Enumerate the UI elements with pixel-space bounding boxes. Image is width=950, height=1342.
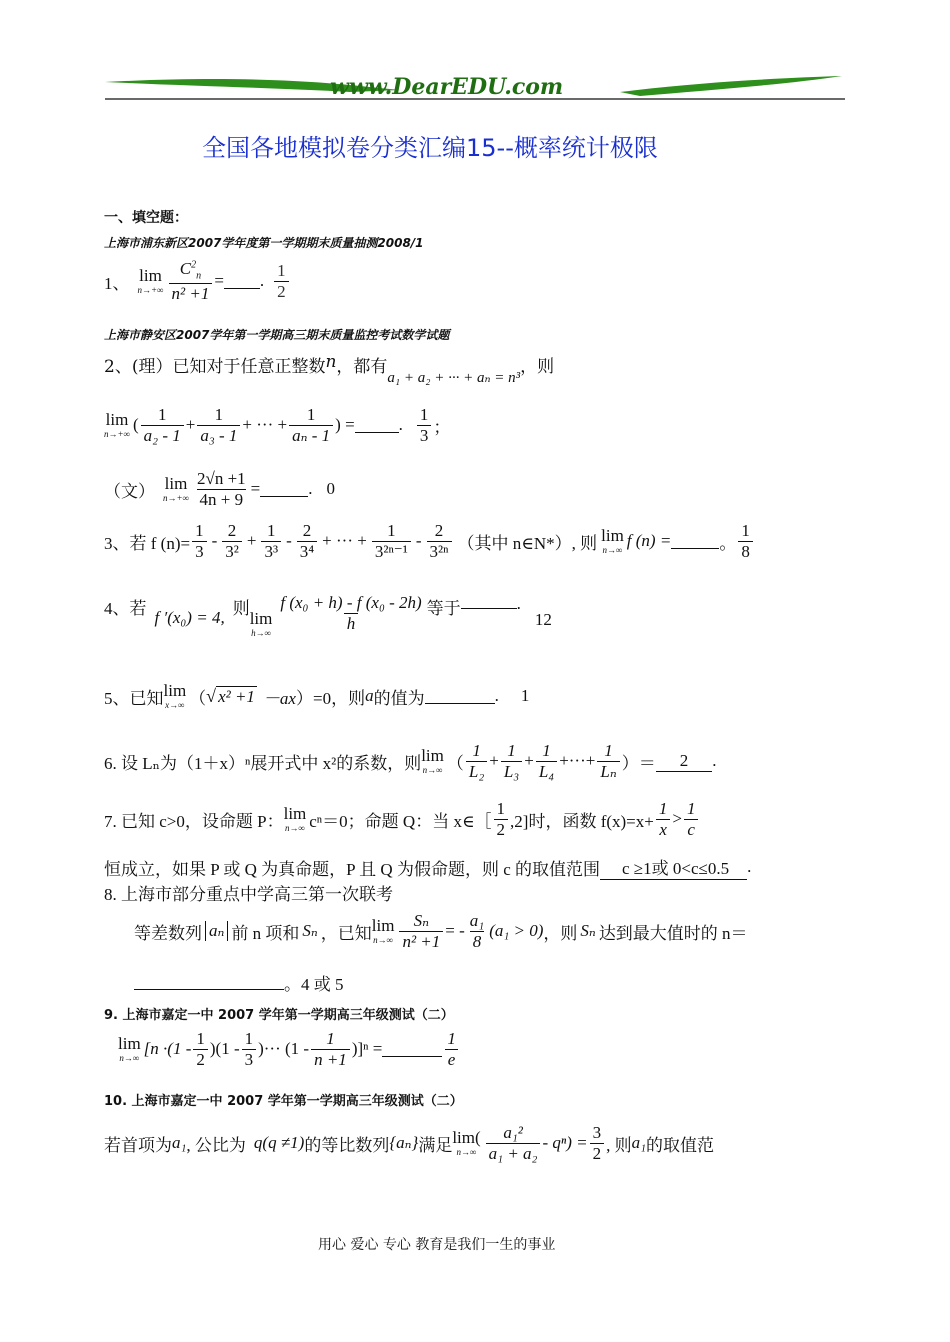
question-10-heading: 10. 上海市嘉定一中 2007 学年第一学期高三年级测试（二） (104, 1094, 463, 1109)
question-10: 若首项为 a₁ , 公比为 q(q ≠1) 的等比数列 {aₙ} 满足 lim( n→∞ $\frac{\text{a₁²}}{\text{a₁ + a₂}}$ - qⁿ) = $\frac{3}{2}$ , 则 a₁ 的取值范 (104, 1123, 715, 1163)
q3-answer: $\frac{1}{8}$ (738, 522, 753, 561)
q2-limit: lim n→+∞ (104, 410, 130, 440)
q2w-answer: 0 (326, 479, 336, 499)
q8-limit: lim n→∞ (371, 916, 395, 946)
question-7: 7. 已知 c>0，设命题 P： lim n→∞ cⁿ＝0；命题 Q：当 x∈［ $\frac{1}{2}$ ,2]时，函数 f(x)=x+ $\frac{1}{x}$ > $\frac{1}{c}$ (104, 800, 700, 839)
question-5: 5、已知 lim x→∞ （ √ x² +1 －ax ）=0，则 a 的值为 . 1 (104, 681, 530, 710)
q1-limit: lim n→+∞ (137, 266, 164, 296)
q2w-limit: lim n→+∞ (163, 474, 189, 504)
q1-number: 1、 (104, 273, 130, 293)
q1-answer-blank (224, 274, 260, 289)
question-4: 4、若 f ′(x₀) = 4, 则 lim h→∞ $\frac{\text{f (x₀ + h) - f (x₀ - 2h)}}{h}$ 等于 . 12 (104, 593, 552, 638)
q3-term: $\frac{1}{\text{3³}}$ (261, 522, 281, 561)
q6-answer: 2 (656, 751, 713, 772)
question-2-wen: （文） lim n→+∞ $\frac{2√n +1}{4n + 9}$ = . 0 (104, 469, 336, 509)
q6-limit: lim n→∞ (421, 746, 444, 776)
q4-answer: 12 (534, 610, 552, 629)
q3-term: $\frac{2}{\text{3²}}$ (222, 522, 242, 561)
q3-term-sign: - (415, 531, 422, 551)
source-label-2: 上海市静安区2007学年第一学期高三期末质量监控考试数学试题 (104, 328, 450, 342)
question-2-line2: lim n→+∞ ( $\frac{1}{\text{a₂ - 1}}$ + $\frac{1}{\text{a₃ - 1}}$ + ··· + $\frac{1}{\text{aₙ - 1}}$ ) = . $\frac{1}{3}$ ； (104, 405, 451, 445)
q8-answer: 。4 或 5 (284, 975, 344, 994)
source-label-1: 上海市浦东新区2007学年度第一学期期末质量抽测2008/1 (104, 236, 424, 250)
q9-limit: lim n→∞ (118, 1034, 141, 1064)
page-footer: 用心 爱心 专心 教育是我们一生的事业 (318, 1237, 556, 1253)
q1-answer: $\frac{1}{2}$ (274, 262, 289, 301)
section-heading: 一、填空题： (104, 210, 188, 226)
q3-series (190, 522, 453, 561)
logo-text: www.DearEDU.com (330, 74, 564, 100)
q1-fraction: $\frac{C^2_n}{\text{n² +1}}$ (169, 260, 213, 303)
q5-limit: lim x→∞ (163, 681, 187, 710)
question-8: 等差数列 aₙ 前 n 项和 Sₙ ，已知 lim n→∞ $\frac{\text{Sₙ}}{\text{n² +1}}$ = - $\frac{\text{a₁}}{8}$ (a₁ > 0) ，则 Sₙ 达到最大值时的 n＝ (134, 911, 748, 951)
question-9: lim n→∞ [n ·(1 - $\frac{1}{2}$ )(1 - $\frac{1}{3}$ )··· (1 - $\frac{1}{n +1}$ )]ⁿ = $\frac{1}{e}$ (118, 1030, 461, 1069)
q2-answer: $\frac{1}{3}$ (417, 406, 432, 445)
q5-sqrt: √ x² +1 (206, 685, 255, 706)
q7-answer: c ≥1或 0<c≤0.5 (600, 854, 747, 880)
q2-answer-blank (355, 418, 399, 433)
q10-limit: lim( n→∞ (452, 1128, 481, 1158)
q3-term-sign: + ··· + (322, 531, 367, 551)
q3-term: $\frac{2}{\text{3⁴}}$ (297, 522, 317, 561)
q7-limit: lim n→∞ (283, 804, 307, 834)
question-7-line2: 恒成立，如果 P 或 Q 为真命题，P 且 Q 为假命题，则 c 的取值范围 c ≥1或 0<c≤0.5 . (104, 854, 751, 880)
q2-sum-expression: a₁ + a₂ + ··· + aₙ = n³ (387, 370, 521, 386)
q3-term-sign: - (286, 531, 292, 551)
q3-term-sign: - (211, 531, 218, 551)
q9-answer: $\frac{1}{e}$ (444, 1030, 459, 1069)
q3-limit: lim n→∞ (601, 526, 624, 556)
q2w-answer-blank (260, 482, 308, 497)
question-3: 3、若 f (n)= $\frac{1}{3}$ - $\frac{2}{\text{3²}}$ + $\frac{1}{\text{3³}}$ - $\frac{2}{\text{3⁴}}$ + ··· + $\frac{1}{\text{3²ⁿ⁻¹}}$ - $\frac{2}{\text{3²ⁿ}}$ （其中 n∈N*）, 则 lim n→∞ f (n) = 。 $\frac{1}{8}$ (104, 522, 755, 561)
q8-answer-blank (134, 975, 284, 990)
q3-answer-blank (671, 534, 719, 549)
q3-term: $\frac{1}{3}$ (192, 522, 207, 561)
question-1: 1、 lim n→+∞ $\frac{C^2_n}{\text{n² +1}}$ = . $\frac{1}{2}$ (104, 260, 291, 303)
q4-limit: lim h→∞ (249, 609, 273, 638)
q3-term-sign: + (246, 531, 257, 551)
q5-answer-blank (425, 689, 495, 704)
question-2-line1: 2、(理）已知对于任意正整数 n ，都有 a₁ + a₂ + ··· + aₙ = n³ ，则 (104, 352, 555, 386)
question-9-heading: 9. 上海市嘉定一中 2007 学年第一学期高三年级测试（二） (104, 1008, 454, 1023)
page-title: 全国各地模拟卷分类汇编15--概率统计极限 (202, 134, 658, 162)
q4-answer-blank (461, 594, 517, 609)
question-8-answer-line (134, 970, 344, 995)
question-6: 6. 设 Lₙ为（1＋x）ⁿ展开式中 x²的系数，则 lim n→∞ （ $\frac{1}{\text{L₂}}$ + $\frac{1}{\text{L₃}}$ + $\frac{1}{\text{L₄}}$ +···+ $\frac{1}{\text{Lₙ}}$ ）＝ 2 . (104, 741, 717, 781)
q5-answer: 1 (520, 686, 530, 705)
question-8-heading: 8. 上海市部分重点中学高三第一次联考 (104, 885, 393, 904)
q3-term: $\frac{1}{\text{3²ⁿ⁻¹}}$ (372, 522, 411, 561)
q9-answer-blank (382, 1042, 442, 1057)
q3-term: $\frac{2}{\text{3²ⁿ}}$ (427, 522, 452, 561)
q4-fraction: $\frac{\text{f (x₀ + h) - f (x₀ - 2h)}}{h}$ (280, 593, 422, 633)
